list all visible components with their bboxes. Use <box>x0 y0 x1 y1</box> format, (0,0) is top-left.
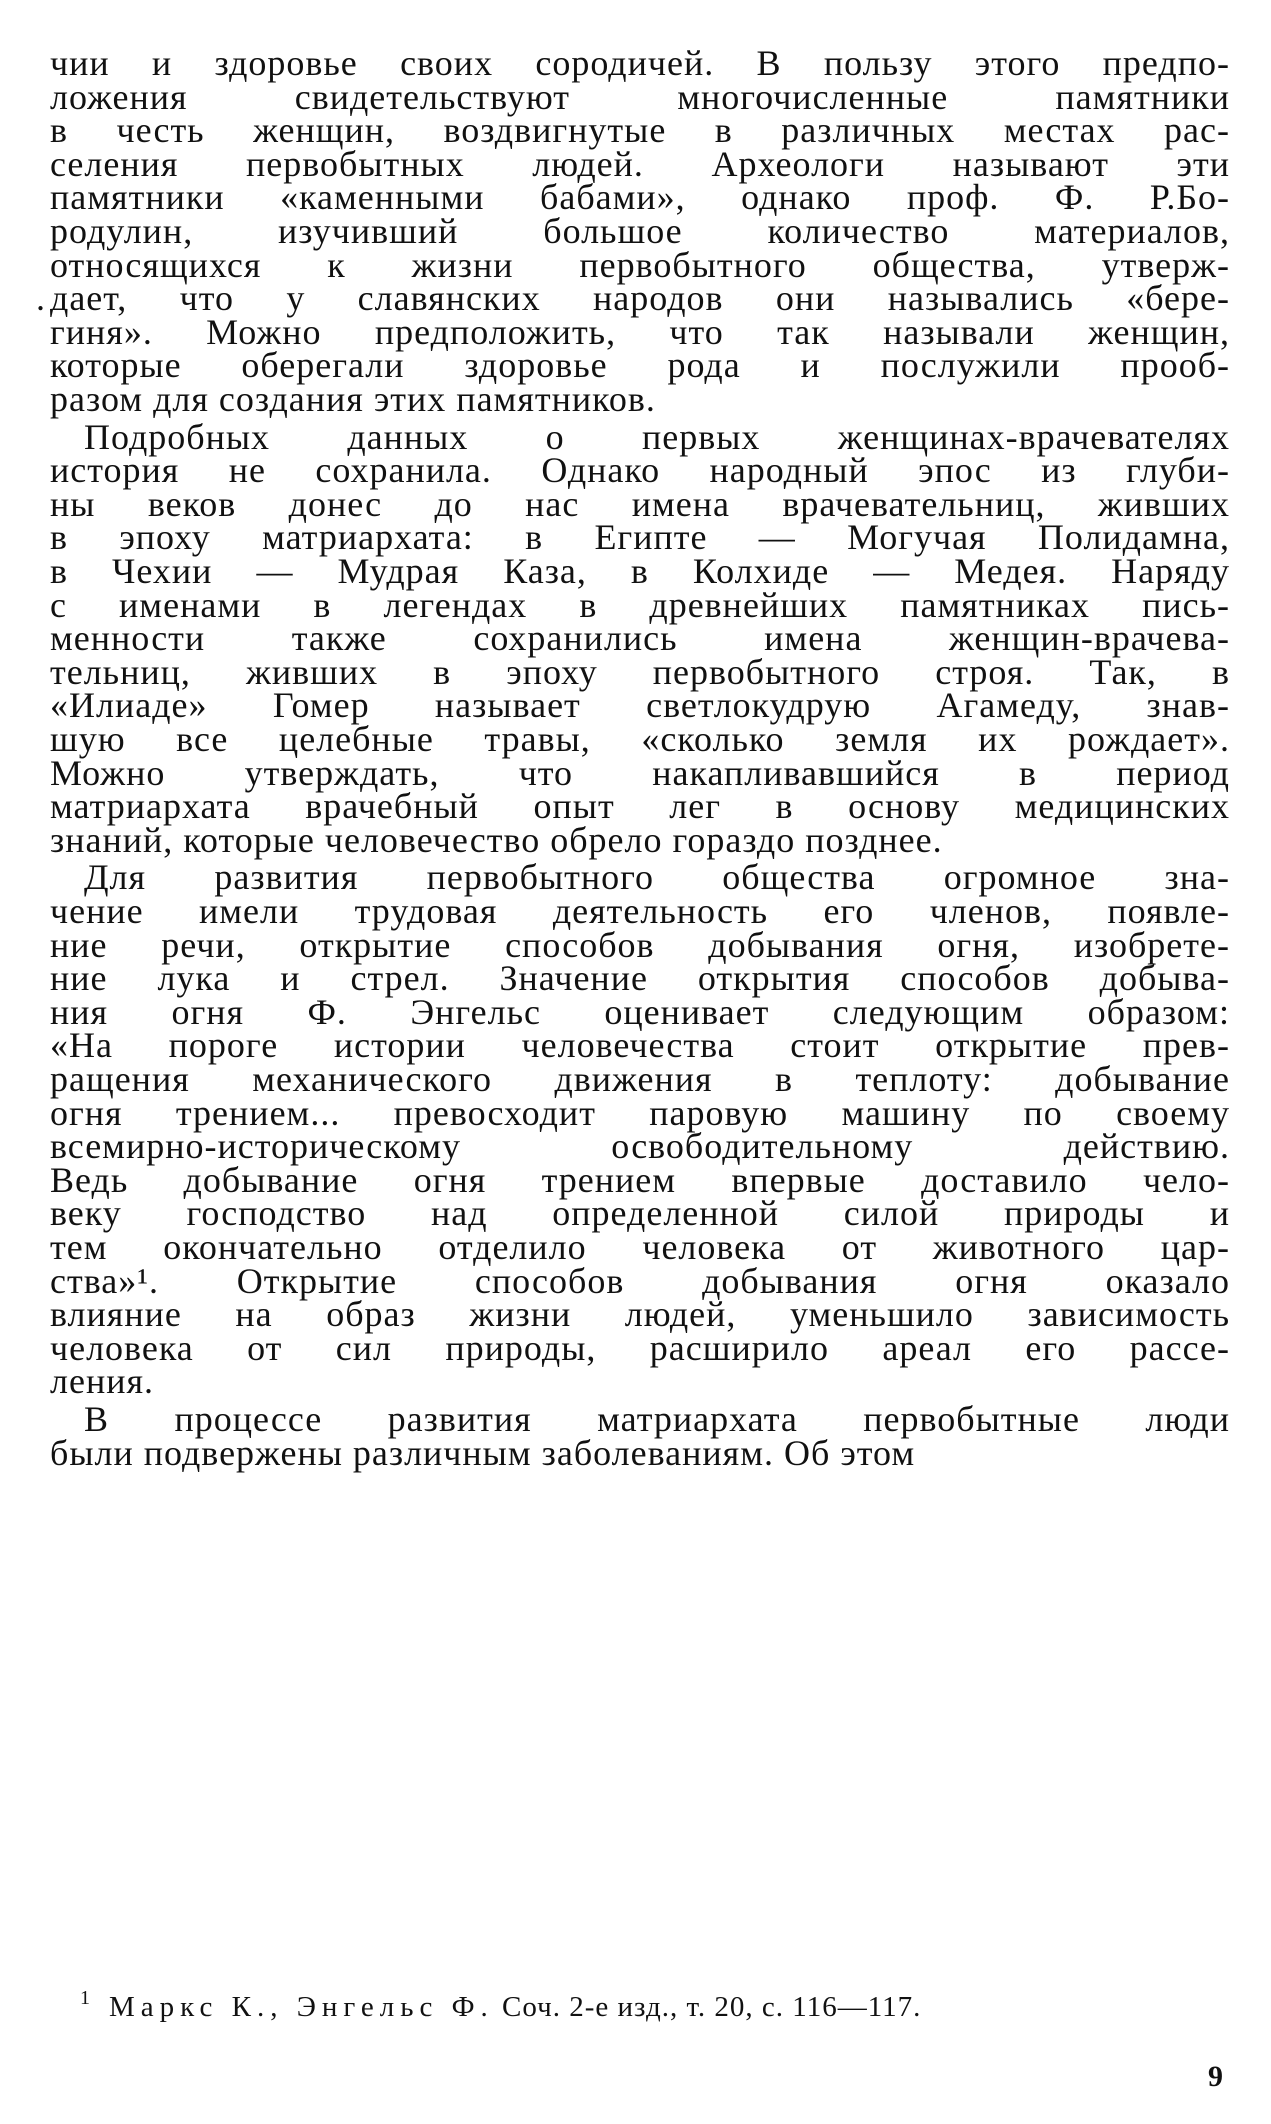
text-line: веку господство над определенной силой природы и <box>50 1193 1230 1234</box>
page-number: 9 <box>1208 2060 1223 2093</box>
footnote-marker: 1 <box>80 1987 91 2009</box>
text-line: тем окончательно отделило человека от животного цар- <box>50 1227 1230 1267</box>
text-line: ращения механического движения в теплоту: добывание <box>50 1059 1230 1099</box>
text-line: которые оберегали здоровье рода и послужили прооб- <box>50 345 1230 386</box>
text-line: разом для создания этих памятников. <box>50 379 656 419</box>
footnote-author: Маркс К., Энгельс Ф. <box>109 1991 494 2023</box>
text-line: ложения свидетельствуют многочисленные памятники <box>50 76 1230 117</box>
text-line: матриархата врачебный опыт лег в основу медицинских <box>50 786 1230 827</box>
text-line: Ведь добывание огня трением впервые доставило чело- <box>50 1159 1230 1200</box>
text-line: менности также сохранились имена женщин-врачева- <box>50 618 1230 659</box>
text-line: В процессе развития матриархата первобытные люди <box>84 1399 1230 1439</box>
text-line: влияние на образ жизни людей, уменьшило зависимость <box>50 1294 1230 1335</box>
footnote <box>80 1980 921 2025</box>
text-line: ние лука и стрел. Значение открытия способов добыва- <box>50 958 1230 999</box>
footnote-text: Соч. 2-е изд., т. 20, с. 116—117. <box>502 1991 922 2023</box>
text-line: человека от сил природы, расширило ареал его рассе- <box>50 1327 1230 1368</box>
text-line: в честь женщин, воздвигнутые в различных местах рас- <box>50 110 1230 151</box>
text-line: ны веков донес до нас имена врачевательниц, живших <box>50 483 1230 524</box>
text-line: были подвержены различным заболеваниям. Об этом <box>50 1432 916 1473</box>
text-line: «Илиаде» Гомер называет светлокудрую Агамеду, знав- <box>50 685 1230 726</box>
text-line: ния огня Ф. Энгельс оценивает следующим образом: <box>50 991 1230 1032</box>
text-line: ства»¹. Открытие способов добывания огня оказало <box>50 1260 1230 1301</box>
text-line: чии и здоровье своих сородичей. В пользу этого предпо- <box>50 43 1230 83</box>
text-line: гиня». Можно предположить, что так называли женщин, <box>50 311 1230 352</box>
text-line: в Чехии — Мудрая Каза, в Колхиде — Медея. Наряду <box>50 551 1230 591</box>
text-line: «На пороге истории человечества стоит открытие прев- <box>50 1025 1230 1066</box>
text-line: всемирно-историческому освободительному действию. <box>50 1126 1230 1167</box>
text-line: Для развития первобытного общества огромное зна- <box>84 857 1230 898</box>
text-line: шую все целебные травы, «сколько земля их рождает». <box>50 719 1230 759</box>
text-line: история не сохранила. Однако народный эпос из глуби- <box>50 450 1230 491</box>
text-line: знаний, которые человечество обрело гораздо позднее. <box>50 819 943 860</box>
text-line: в эпоху матриархата: в Египте — Могучая Полидамна, <box>50 517 1230 558</box>
text-line: Можно утверждать, что накапливавшийся в период <box>50 752 1230 793</box>
text-line: тельниц, живших в эпоху первобытного строя. Так, в <box>50 651 1230 692</box>
text-line: огня трением... превосходит паровую машину по своему <box>50 1092 1230 1133</box>
text-line: дает, что у славянских народов они назывались «бере- <box>50 278 1230 319</box>
text-line: селения первобытных людей. Археологи называют эти <box>50 143 1230 184</box>
text-line: ления. <box>50 1361 155 1402</box>
text-line: ние речи, открытие способов добывания огня, изобрете- <box>50 924 1230 965</box>
margin-mark: . <box>36 278 45 319</box>
book-page <box>36 40 1230 2040</box>
text-line: памятники «каменными бабами», однако проф. Ф. Р.Бо- <box>50 177 1230 218</box>
text-line: с именами в легендах в древнейших памятниках пись- <box>50 584 1230 625</box>
text-line: относящихся к жизни первобытного общества, утверж- <box>50 244 1230 285</box>
text-line: чение имели трудовая деятельность его членов, появле- <box>50 891 1230 931</box>
text-line: Подробных данных о первых женщинах-врачевателях <box>84 416 1230 457</box>
text-line: родулин, изучивший большое количество материалов, <box>50 211 1230 251</box>
